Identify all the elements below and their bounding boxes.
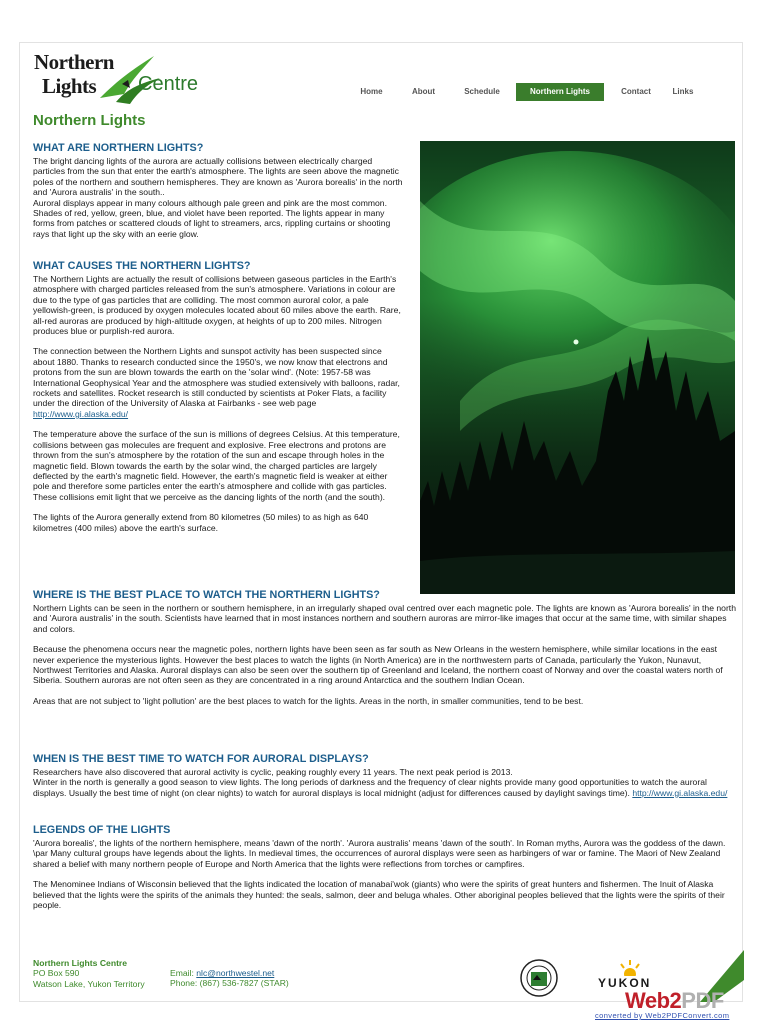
nav-schedule[interactable]: Schedule — [464, 87, 500, 96]
section-what-are — [33, 142, 405, 249]
paragraph: Northern Lights can be seen in the northern or southern hemisphere, in an irregularly shaped oval centred over each magnetic pole. The lights are known as 'Aurora borealis' in the north and 'Aurora australis' in the south. Scientists have learned that in most instances northern and southern auroras are mirror-like images that occur at the same time, with similar shapes and colors. — [33, 603, 736, 634]
nav-contact[interactable]: Contact — [621, 87, 651, 96]
paragraph: The temperature above the surface of the sun is millions of degrees Celsius. At this temperature, collisions between gas molecules are frequent and explosive. Free electrons and protons are thrown from the sun's atmosphere by the rotation of the sun and escape through holes in the magnetic field. Blown towards the earth by the solar wind, the charged particles are largely deflected by the earth's magnetic field. However, the earth's magnetic field is weaker at either pole and therefore some particles enter the earth's atmosphere and collide with gas particles. These collisions emit light that we perceive as the dancing lights of the north (and the south). — [33, 429, 400, 502]
paragraph: The bright dancing lights of the aurora are actually collisions between electrically charged particles from the sun that enter the earth's atmosphere. The lights are seen above the magnetic poles of the northern and southern hemispheres. They are known as 'Aurora borealis' in the north and 'Aurora australis' in the south.. — [33, 156, 403, 198]
logo-text-lights: Lights — [42, 74, 97, 98]
paragraph: Areas that are not subject to 'light pollution' are the best places to watch for the lights. Areas in the north, in smaller communities, tend to be best. — [33, 695, 584, 706]
paragraph: The Northern Lights are actually the result of collisions between gaseous particles in the Earth's atmosphere with charged particles released from the sun's atmosphere. Variations in colour are due to the type of gas particles that are colliding. The most common auroral color, a pale yellowish-green, is produced by oxygen molecules located about 60 miles above the earth. Rare, all-red auroras are produced by high-altitude oxygen, at heights of up to 200 miles. Nitrogen produces blue or purplish-red aurora. — [33, 274, 401, 337]
heading-legends: LEGENDS OF THE LIGHTS — [33, 824, 171, 836]
section-legends — [33, 824, 738, 920]
main-nav — [344, 83, 698, 101]
footer-po-box: PO Box 590 — [33, 968, 80, 979]
section-what-causes — [33, 260, 405, 543]
section-where — [33, 589, 738, 716]
society-seal-logo — [516, 958, 562, 998]
gi-alaska-link[interactable]: http://www.gi.alaska.edu/ — [33, 408, 129, 419]
footer-email-link[interactable]: nlc@northwestel.net — [196, 968, 275, 978]
paragraph: Auroral displays appear in many colours although pale green and pink are the most common. Shades of red, yellow, green, blue, and violet have been reported. The lights appear in many forms from patches or scattered clouds of light to streamers, arcs, rippling curtains or shooting rays that light up the sky with an eerie glow. — [33, 197, 391, 239]
footer-location: Watson Lake, Yukon Territory — [33, 978, 145, 989]
paragraph-text: The connection between the Northern Lights and sunspot activity has been suspected since about 1880. Thanks to research conducted since the 1950's, we now know that electrons and protons from the sun are blown towards the earth on the 'solar wind'. (Note: 1957-58 was International Geophysical Year and the atmosphere was studied extensively with balloons, radar, rockets and satellites. Rocket research is still conducted by scientists at Poker Flats, a facility under the direction of the University of Alaska at Fairbanks - see web page — [33, 346, 400, 409]
paragraph-text: Winter in the north is generally a good season to view lights. The long periods of darkness and the frequency of clear nights provide many good opportunities to watch the auroral displays. Usually the best time of night (on clear nights) to watch for auroral displays is local midnight (adjust for differences caused by daylight savings time). — [33, 777, 707, 798]
paragraph: The Menominee Indians of Wisconsin believed that the lights indicated the location of manabai'wok (giants) who were the spirits of great hunters and fishermen. The Inuit of Alaska believed that the lights were the spirits of the animals they hunted: the seals, salmon, deer and beluga whales. Other aboriginal peoples believed that the lights were the spirits of their people. — [33, 879, 725, 911]
footer-org-name: Northern Lights Centre — [33, 958, 128, 968]
footer-email-row — [170, 968, 289, 978]
paragraph: Because the phenomena occurs near the magnetic poles, northern lights have been seen as far south as New Orleans in the western hemisphere, while similar locations in the east never experience the mysterious lights. However the best places to watch the lights (in North America) are in the northwestern parts of Canada, particularly the Yukon, Nunavut, Northwest Territories and Alaska. Auroral displays can also be seen over the southern tip of Greenland and Iceland, the northern coast of Norway and over the coastal waters north of Siberia. Southern auroras are not often seen as they are concentrated in a ring around Antarctica and the southern Indian Ocean. — [33, 644, 723, 686]
web2pdf-logo-part-a: Web2 — [625, 988, 682, 1013]
paragraph — [33, 777, 738, 798]
heading-when: WHEN IS THE BEST TIME TO WATCH FOR AURORAL DISPLAYS? — [33, 753, 369, 765]
heading-what-causes: WHAT CAUSES THE NORTHERN LIGHTS? — [33, 260, 251, 272]
paragraph: The lights of the Aurora generally extend from 80 kilometres (50 miles) to as high as 640 kilometres (400 miles) above the earth's surface. — [33, 512, 369, 533]
logo-text-northern: Northern — [34, 50, 114, 74]
nav-northern-lights[interactable]: Northern Lights — [516, 83, 604, 101]
paragraph — [33, 346, 405, 419]
footer-phone: Phone: (867) 536-7827 (STAR) — [170, 978, 289, 989]
logo-text-centre: Centre — [138, 73, 199, 95]
footer-contact — [170, 968, 289, 989]
heading-what-are: WHAT ARE NORTHERN LIGHTS? — [33, 142, 204, 154]
footer-address — [33, 958, 145, 989]
page-title: Northern Lights — [33, 112, 146, 129]
converted-by-link[interactable]: converted by Web2PDFConvert.com — [595, 1011, 730, 1020]
nav-home[interactable]: Home — [360, 87, 383, 96]
gi-alaska-link[interactable]: http://www.gi.alaska.edu/ — [632, 787, 728, 798]
footer-email-label: Email: — [170, 968, 194, 978]
yukon-logo-text: YUKON — [598, 976, 652, 990]
aurora-photo — [420, 141, 735, 594]
web2pdf-logo-part-b: PDF — [681, 988, 724, 1013]
heading-where: WHERE IS THE BEST PLACE TO WATCH THE NORTHERN LIGHTS? — [33, 589, 380, 601]
section-when — [33, 753, 738, 808]
nav-about[interactable]: About — [411, 87, 436, 96]
paragraph: Researchers have also discovered that auroral activity is cyclic, peaking roughly every 11 years. The next peak period is 2013. — [33, 767, 513, 777]
paragraph: 'Aurora borealis', the lights of the northern hemisphere, means 'dawn of the north'. 'Aurora australis' means 'dawn of the south'. In Roman myths, Aurora was the goddess of the dawn. \par Many cultural groups have legends about the lights. In medieval times, the occurrences of auroral displays were seen as harbingers of war or famine. The Maori of New Zealand shared a belief with many northern people of Europe and North America that the lights were reflections from torches or campfires. — [33, 838, 726, 869]
site-logo[interactable] — [34, 50, 204, 106]
nav-links[interactable]: Links — [672, 87, 694, 96]
